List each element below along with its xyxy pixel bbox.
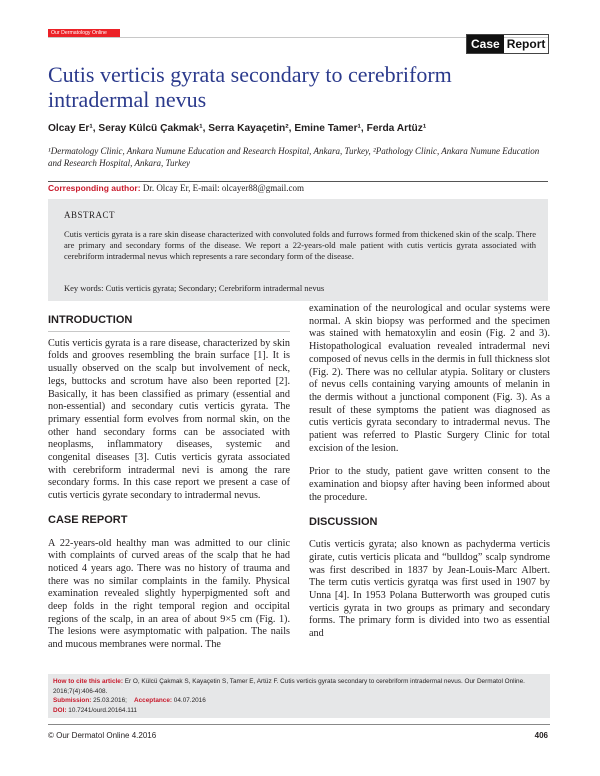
corresponding-rule xyxy=(48,181,548,182)
cite-text: Er O, Külcü Çakmak S, Kayaçetin S, Tamer E, Artüz F. Cutis verticis gyrata secondary to cerebriform intradermal nevus. Our Dermatol Online. 2016;7(4):406-408. xyxy=(53,678,525,695)
submission-date: 25.03.2016; xyxy=(91,697,127,705)
cite-label: How to cite this article: xyxy=(53,678,123,685)
left-column xyxy=(48,314,290,663)
how-to-cite xyxy=(53,677,547,696)
introduction-heading: INTRODUCTION xyxy=(48,314,133,326)
discussion-text: Cutis verticis gyrata; also known as pachyderma verticis girate, cutis verticis plicata and “bulldog” scalp syndrome was first described in 1837 by Jean-Louis-Marc Albert. The term cutis verticis gyratqa was first used in 1907 by Unna [4]. In 1953 Polana Butterworth was grouped cutis verticis gyrata in two groups as primary and secondary forms. The primary form is divided into two as essential and xyxy=(309,539,550,640)
corresponding-text: Dr. Olcay Er, E-mail: olcayer88@gmail.com xyxy=(140,183,304,193)
doi-link[interactable]: 10.7241/ourd.20164.111 xyxy=(66,706,137,714)
badge-report: Report xyxy=(506,37,546,51)
corresponding-author xyxy=(48,183,548,194)
case-report-text: A 22-years-old healthy man was admitted to our clinic with complaints of curved areas of the scalp that he had noticed 4 years ago. There was no history of trauma and there was no similar complaints in the family. Physical examination revealed slightly hyperpigmented soft and deep folds in the right temporal region and occipital regions of the scalp, in an area of about 9×5 cm (Fig. 1). The lesions were asymptomatic with palpation. The nails and mucous membranes were normal. The xyxy=(48,537,290,651)
acceptance-label: Acceptance: xyxy=(134,697,173,705)
citation-info xyxy=(53,677,547,715)
case-report-heading: CASE REPORT xyxy=(48,513,128,526)
keywords-label: Key words: xyxy=(64,283,104,293)
keywords-text: Cutis verticis gyrata; Secondary; Cerebriform intradermal nevus xyxy=(103,283,325,293)
case-report-continued: examination of the neurological and ocular systems were normal. A skin biopsy was performed and the specimen was stained with hematoxylin and eosin (Fig. 2 and 3). Histopathological evaluation revealed intradermal nevi composed of nevus cells in the dermis in full thickness slot (Fig. 2). There was no cellular atypia. Solitary or clusters of nevus cells containing varying amounts of melanin in the dermis without a junctional component (Fig. 3). As a result of these symptoms the patient was diagnosed as cutis verticis gyrata secondary to intradermal nevus. The patient was referred to Plastic Surgery Clinic for total excision of the lesion. xyxy=(309,303,550,454)
copyright: © Our Dermatol Online 4.2016 xyxy=(48,731,157,740)
article-type-badge xyxy=(466,34,549,54)
badge-case: Case xyxy=(467,35,504,53)
abstract-heading: ABSTRACT xyxy=(64,210,116,220)
abstract-text: Cutis verticis gyrata is a rare skin disease characterized with convoluted folds and furrows formed from thickened skin of the scalp. There are primary and secondary forms of the disease. We report a 22-years-old male patient with cutis verticis gyrata associated with cerebriform intradermal nevus which represents a rare secondary form of the disease. xyxy=(64,229,536,262)
doi-label: DOI: xyxy=(53,706,67,714)
doi xyxy=(53,706,547,716)
submission-dates xyxy=(53,696,547,706)
page-number: 406 xyxy=(534,731,548,740)
introduction-rule xyxy=(48,331,290,332)
affiliations: ¹Dermatology Clinic, Ankara Numune Education and Research Hospital, Ankara, Turkey, ²Pathology Clinic, Ankara Numune Education and Research Hospital, Ankara, Turkey xyxy=(48,146,540,168)
author-list: Olcay Er¹, Seray Külcü Çakmak¹, Serra Kayaçetin², Emine Tamer¹, Ferda Artüz¹ xyxy=(48,123,427,134)
corresponding-label: Corresponding author: xyxy=(48,183,141,193)
article-title: Cutis verticis gyrata secondary to cerebriform intradermal nevus xyxy=(48,62,452,112)
footer-rule xyxy=(48,724,550,725)
journal-tag: Our Dermatology Online xyxy=(48,29,120,37)
consent-text: Prior to the study, patient gave written consent to the examination and biopsy after having been informed about the procedure. xyxy=(309,466,550,503)
acceptance-date: 04.07.2016 xyxy=(172,697,206,705)
discussion-heading: DISCUSSION xyxy=(309,515,378,528)
introduction-text: Cutis verticis gyrata is a rare disease, characterized by skin folds and grooves resembling the brain surface [1]. It is usually observed on the scalp but involvement of neck, legs, buttocks and scrotum have also been reported [2]. Basically, it has been classified as primary (essential and non-essential) and secondary cutis verticis gyrata. The primary essential form evolves from normal skin, on the other hand secondary forms can be associated with neoplasms, inflammatory diseases, systemic and congenital diseases [3]. Cutis verticis gyrata associated with cerebriform intradermal nevi is among the rare secondary forms. In this case report we present a case of cutis verticis gyrate secondary to intradermal nevus. xyxy=(48,337,290,502)
submission-label: Submission: xyxy=(53,697,92,705)
right-column xyxy=(309,303,550,652)
keywords xyxy=(64,283,536,293)
